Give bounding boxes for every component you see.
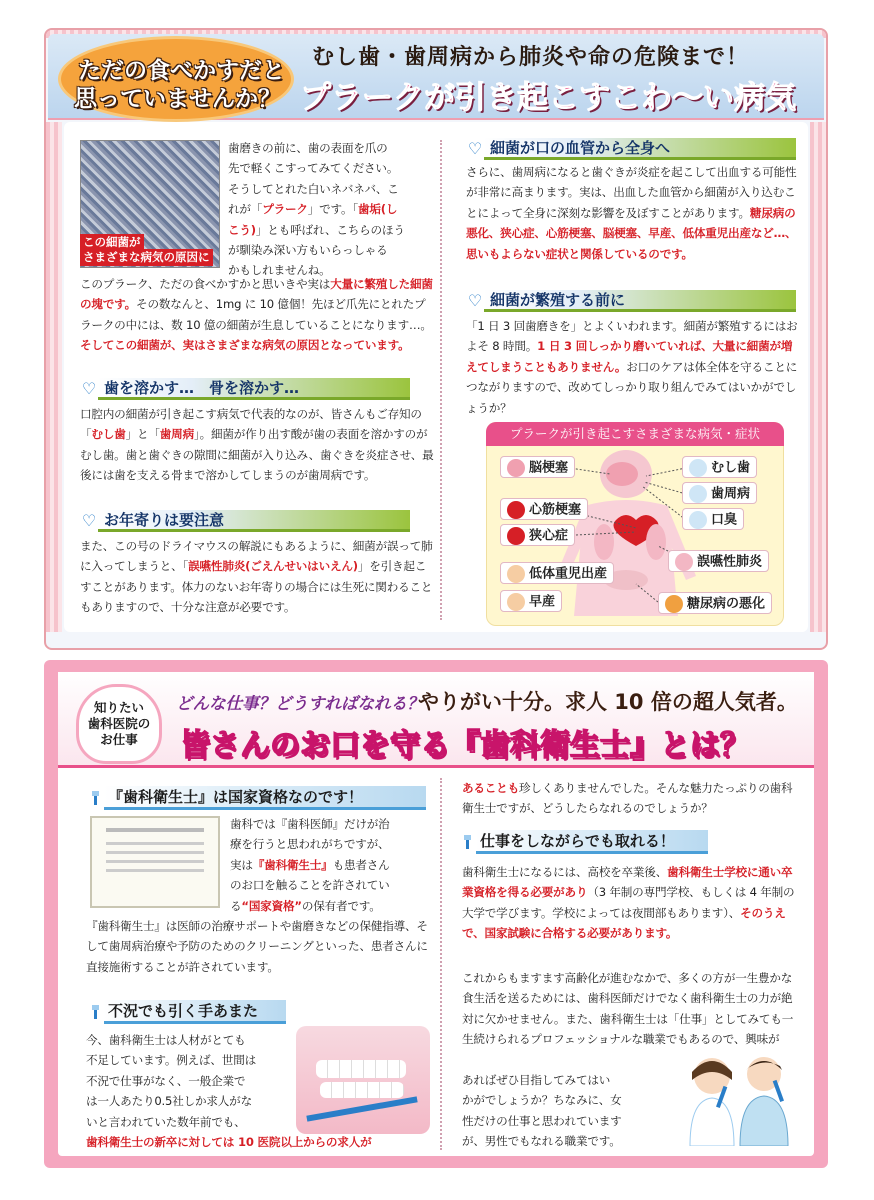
section-before-breeding-text: 「1 日 3 回歯磨きを」とよくいわれます。細菌が繁殖するにはおよそ 8 時間。1 日 3 回しっかり磨いていれば、大量に細菌が増えてしまうこともありません。お口のケアは体全体を守ることにつながりますので、改めてしっかり取り組んでみてはいかがでしょうか？ [466, 319, 798, 415]
future-text: これからもますます高齢化が進むなかで、多くの方が一生豊かな食生活を送るためには、歯科医師だけでなく歯科衛生士の力が絶対に欠かせません。また、歯科衛生士は「仕事」としてみても一生続けられるプロフェッショナルな職業でもあるので、興味が [462, 971, 794, 1047]
toothbrush-icon [86, 1003, 104, 1021]
label-periodontal: 歯周病 [682, 482, 757, 504]
man-uniform [740, 1096, 788, 1146]
image-caption-2: さまざまな病気の原因に [80, 249, 213, 266]
intro-line: こう)」とも呼ばれ、こちらのほう [228, 222, 405, 237]
lung-shape [594, 524, 614, 560]
tooth-icon: ♡ [81, 379, 97, 398]
left-stripe [46, 122, 62, 632]
heart-icon [507, 527, 525, 545]
baby-icon [507, 565, 525, 583]
tooth-icon [689, 485, 707, 503]
woman-uniform [690, 1098, 734, 1146]
label-premature-birth: 早産 [500, 590, 562, 612]
section-dissolve-heading: ♡ 歯を溶かす… 骨を溶かす… [80, 378, 410, 400]
section-bloodstream-heading: ♡ 細菌が口の血管から全身へ [466, 138, 796, 160]
section-demand-heading: 不況でも引く手あまた [86, 1000, 286, 1024]
tooth-icon [689, 459, 707, 477]
license-text: 歯科では『歯科医師』だけが治 療を行うと思われがちですが、 実は『歯科衛生士』も患者さん のお口を触ることを許されてい る“国家資格”の保有者です。 [230, 817, 390, 913]
qualification-text: 歯科衛生士になるには、高校を卒業後、歯科衛生士学校に通い卒業資格を得る必要があり（3 年制の専門学校、もしくは 4 年制の大学で学びます。学校によっては夜間部もあります）、そのうえで、国家試験に合格する必要があります。 [462, 865, 795, 941]
label-angina: 狭心症 [500, 524, 575, 546]
hygienist-question: どんな仕事？どうすればなれる？ [176, 694, 424, 713]
pancreas-icon [665, 595, 683, 613]
hygienist-title: 皆さんのお口を守る『歯科衛生士』とは？ [180, 728, 750, 763]
brain-icon [507, 459, 525, 477]
column-divider [440, 140, 442, 620]
section-work-while-studying-heading: 仕事をしながらでも取れる！ [458, 830, 708, 854]
license-certificate-image [90, 816, 220, 908]
toothbrush-shape [773, 1080, 784, 1102]
intro-line: そうしてとれた白いネバネバ、こ [228, 181, 399, 196]
diagram-title: プラークが引き起こすさまざまな病気・症状 [486, 422, 784, 446]
column-divider [440, 778, 442, 1150]
right-stripe [810, 122, 826, 632]
continuation-text: あることも珍しくありませんでした。そんな魅力たっぷりの歯科衛生士ですが、どうしたらなれるのでしょうか？ [462, 781, 793, 816]
plaque-paragraph: このプラーク、ただの食べかすかと思いきや実は大量に繁殖した細菌の塊です。その数なんと、1mg に 10 億個！先ほど爪先にとれたプラークの中には、数 10 億の細菌が生息していることになります…。そしてこの細菌が、実はさまざまな病気の原因となっています。 [80, 277, 433, 353]
brain-shape [606, 462, 638, 486]
intro-line: 先で軽くこすってみてください。 [228, 161, 399, 176]
plaque-subtitle: むし歯・歯周病から肺炎や命の危険まで！ [312, 45, 750, 70]
heart-icon [507, 501, 525, 519]
lung-icon [675, 553, 693, 571]
license-text-rest: 『歯科衛生士』は医師の治療サポートや歯磨きなどの保健指導、そして歯周病治療や予防のためのクリーニングといった、患者さんに直接施術することが許されています。 [86, 919, 428, 974]
section-bloodstream-text: さらに、歯周病になると歯ぐきが炎症を起こして出血する可能性が非常に高まります。実は、出血した血管から細菌が入り込むことによって全身に深刻な影響を及ぼすことがあります。糖尿病の悪化、狭心症、心筋梗塞、脳梗塞、早産、低体重児出産など…、思いもよらない症状と関係しているのです。 [466, 165, 797, 261]
toothbrush-icon [458, 833, 476, 851]
section-dissolve-text: 口腔内の細菌が引き起こす病気で代表的なのが、皆さんもご存知の「むし歯」と「歯周病」。細菌が作り出す酸が歯の表面を溶かすのがむし歯。歯と歯ぐきの隙間に細菌が入り込み、歯ぐきを炎症させ、最後には歯を支える骨まで溶かしてしまうのが歯周病です。 [80, 407, 434, 483]
intro-line: かもしれませんね。 [228, 263, 331, 278]
label-cavity: むし歯 [682, 456, 757, 478]
label-bad-breath: 口臭 [682, 508, 744, 530]
image-caption-1: この細菌が [80, 234, 144, 251]
toothbrush-icon [86, 789, 104, 807]
tooth-icon: ♡ [467, 291, 483, 310]
baby-icon [507, 593, 525, 611]
intro-line: が馴染み深い方もいらっしゃる [228, 243, 388, 258]
bubble-line-1: ただの食べかすだと [78, 58, 285, 84]
plaque-title: プラークが引き起こすこわ〜い病気 [300, 80, 796, 116]
closing-text: あればぜひ目指してみてはい かがでしょうか？ちなみに、女 性だけの仕事と思われています が、男性でもなれる職業です。 [462, 1073, 622, 1149]
intro-line: れが「プラーク」です。「歯垢(し [228, 202, 398, 217]
label-low-birth-weight: 低体重児出産 [500, 562, 614, 584]
intro-line: 歯磨きの前に、歯の表面を爪の [228, 141, 388, 155]
hygienist-illustration [676, 1050, 800, 1146]
section-elderly-text: また、この号のドライマウスの解説にもあるように、細菌が誤って肺に入ってしまうと、「誤嚥性肺炎(ごえんせいはいえん)」を引き起こすことがあります。体力のないお年寄りの場合には生死に関わることもありますので、十分な注意が必要です。 [80, 539, 433, 615]
demand-text: 今、歯科衛生士は人材がとても 不足しています。例えば、世間は 不況で仕事がなく、一般企業で は一人あたり0.5社しか求人がな いと言われていた数年前でも、 歯科衛生士の新卒に対しては 10 医院以上からの求人が [86, 1033, 372, 1150]
lung-shape [646, 524, 666, 560]
bubble-line-2: 思っていませんか？ [74, 86, 281, 112]
section-elderly-heading: ♡ お年寄りは要注意 [80, 510, 410, 532]
label-aspiration-pneumonia: 誤嚥性肺炎 [668, 550, 769, 572]
label-stroke: 脳梗塞 [500, 456, 575, 478]
tooth-icon [689, 511, 707, 529]
label-diabetes: 糖尿病の悪化 [658, 592, 772, 614]
badge-text: 知りたい 歯科医院の お仕事 [87, 700, 151, 747]
tooth-icon: ♡ [467, 139, 483, 158]
label-myocardial-infarction: 心筋梗塞 [500, 498, 588, 520]
section-before-breeding-heading: ♡ 細菌が繁殖する前に [466, 290, 796, 312]
section-license-heading: 『歯科衛生士』は国家資格なのです！ [86, 786, 426, 810]
hygienist-tagline: やりがい十分。求人 10 倍の超人気者。 [418, 690, 798, 714]
tooth-icon: ♡ [81, 511, 97, 530]
intro-text [228, 138, 434, 281]
